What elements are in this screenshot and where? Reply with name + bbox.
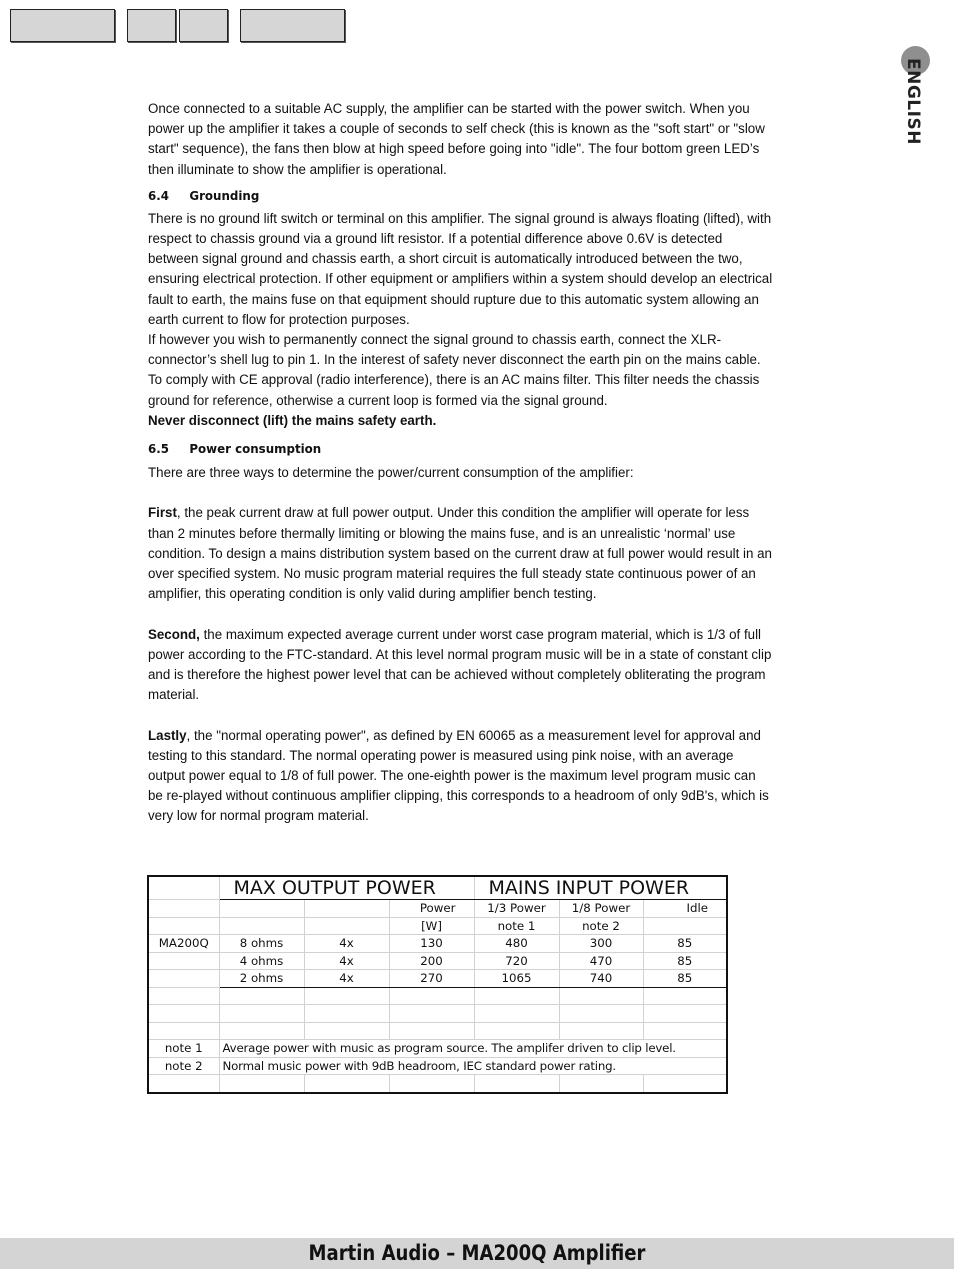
table-cell (219, 900, 304, 918)
load-cell: 4 ohms (219, 952, 304, 970)
table-cell (559, 987, 643, 1005)
model-cell: MA200Q (148, 935, 219, 953)
lastly-text: , the "normal operating power", as defined by EN 60065 as a measurement level for approval and testing to this standard. The normal operating power is measured using pink noise, with an average output power equal to 1/8 of full power. The one-eighth power is the maximum level program music can be re-played without continuous amplifier clipping, this corresponds to a headroom of only 9dB's, which is very low for normal program material. (148, 727, 769, 825)
table-cell (219, 1075, 304, 1093)
second-text: the maximum expected average current under worst case program material, which is 1/3 of full power according to the FTC-standard. At this level normal program music will be in a state of constant clip and is therefore the highest power level that can be achieved without completely obliterating the program material. (148, 626, 772, 704)
table-cell (148, 876, 219, 900)
power-cell: 270 (389, 970, 474, 988)
idle-cell: 85 (643, 935, 727, 953)
table-cell (304, 917, 389, 935)
table-cell (304, 1022, 389, 1040)
second-lead: Second, (148, 626, 200, 643)
table-row (148, 900, 727, 918)
table-cell (643, 917, 727, 935)
column-note-third-power: note 1 (474, 917, 559, 935)
power-spec-table (147, 875, 728, 1094)
eighth-power-cell: 470 (559, 952, 643, 970)
channels-cell: 4x (304, 935, 389, 953)
table-row (148, 1040, 727, 1058)
channels-cell: 4x (304, 970, 389, 988)
table-cell (304, 987, 389, 1005)
grounding-warning: Never disconnect (lift) the mains safety earth. (148, 412, 437, 429)
third-power-cell: 720 (474, 952, 559, 970)
table-cell (559, 1022, 643, 1040)
table-cell (474, 1075, 559, 1093)
table-cell (559, 1075, 643, 1093)
note-text: Normal music power with 9dB headroom, IEC standard power rating. (219, 1057, 727, 1075)
table-row (148, 917, 727, 935)
table-cell (304, 1005, 389, 1023)
table-cell (474, 1005, 559, 1023)
third-power-cell: 1065 (474, 970, 559, 988)
table-cell (148, 917, 219, 935)
table-cell (219, 917, 304, 935)
mains-input-header: MAINS INPUT POWER (474, 876, 727, 900)
table-cell (148, 1075, 219, 1093)
table-cell (219, 1022, 304, 1040)
table-row (148, 876, 727, 900)
table-row (148, 970, 727, 988)
section-heading-grounding (148, 188, 773, 204)
table-cell (148, 970, 219, 988)
table-cell (148, 1005, 219, 1023)
table-row (148, 1075, 727, 1093)
table-cell (148, 900, 219, 918)
table-cell (389, 1005, 474, 1023)
section-heading-power-consumption (148, 441, 773, 457)
nav-tab-4[interactable] (240, 9, 345, 42)
column-header-third-power: 1/3 Power (474, 900, 559, 918)
grounding-paragraph-2: If however you wish to permanently connect the signal ground to chassis earth, connect the XLR-connector’s shell lug to pin 1. In the interest of safety never disconnect the earth pin on the mains cable. (148, 332, 761, 369)
table-row (148, 952, 727, 970)
power-cell: 200 (389, 952, 474, 970)
page-footer (0, 1238, 954, 1269)
note-label: note 1 (148, 1040, 219, 1058)
table-row (148, 935, 727, 953)
channels-cell: 4x (304, 952, 389, 970)
table-cell (643, 987, 727, 1005)
section-title: Power consumption (189, 441, 322, 457)
table-cell (148, 1022, 219, 1040)
grounding-paragraph-3: To comply with CE approval (radio interference), there is an AC mains filter. This filter needs the chassis ground for reference, otherwise a current loop is formed via the signal ground. (148, 372, 760, 409)
table-cell (474, 1022, 559, 1040)
first-lead: First (148, 505, 177, 522)
idle-cell: 85 (643, 952, 727, 970)
eighth-power-cell: 740 (559, 970, 643, 988)
note-text: Average power with music as program source. The amplifer driven to clip level. (219, 1040, 727, 1058)
nav-tab-2[interactable] (127, 9, 176, 42)
nav-tab-1[interactable] (10, 9, 115, 42)
table-cell (643, 1075, 727, 1093)
third-power-cell: 480 (474, 935, 559, 953)
power-lastly-paragraph (148, 726, 773, 827)
table-cell (643, 1005, 727, 1023)
power-cell: 130 (389, 935, 474, 953)
nav-tab-3[interactable] (179, 9, 228, 42)
table-cell (148, 987, 219, 1005)
table-cell (148, 952, 219, 970)
table-cell (219, 1005, 304, 1023)
table-cell (219, 987, 304, 1005)
intro-paragraph: Once connected to a suitable AC supply, the amplifier can be started with the power switch. When you power up the amplifier it takes a couple of seconds to self check (this is known as the "soft start" or "slow start" sequence), the fans then blow at high speed before going into "idle". The four bottom green LED’s then illuminate to show the amplifier is operational. (148, 101, 765, 178)
table-row (148, 1005, 727, 1023)
column-header-eighth-power: 1/8 Power (559, 900, 643, 918)
power-second-paragraph (148, 625, 773, 706)
table-cell (304, 1075, 389, 1093)
table-cell (389, 1075, 474, 1093)
max-output-header: MAX OUTPUT POWER (219, 876, 474, 900)
section-number: 6.5 (148, 441, 169, 457)
load-cell: 2 ohms (219, 970, 304, 988)
power-intro-paragraph: There are three ways to determine the power/current consumption of the amplifier: (148, 465, 634, 482)
table-row (148, 987, 727, 1005)
table-cell (559, 1005, 643, 1023)
idle-cell: 85 (643, 970, 727, 988)
first-text: , the peak current draw at full power output. Under this condition the amplifier will operate for less than 2 minutes before thermally limiting or blowing the mains fuse, and is an unrealistic ‘normal’ use condition. To design a mains distribution system based on the current draw at full power would result in an over specified system. No music program material requires the full steady state continuous power of an amplifier, this operating condition is only valid during amplifier bench testing. (148, 505, 772, 603)
table-cell (474, 987, 559, 1005)
table-cell (389, 1022, 474, 1040)
note-label: note 2 (148, 1057, 219, 1075)
section-number: 6.4 (148, 187, 169, 203)
table-cell (643, 1022, 727, 1040)
eighth-power-cell: 300 (559, 935, 643, 953)
lastly-lead: Lastly (148, 727, 187, 744)
column-header-idle: Idle (643, 900, 727, 918)
grounding-paragraph-1: There is no ground lift switch or terminal on this amplifier. The signal ground is always floating (lifted), with respect to chassis ground via a ground lift resistor. If a potential difference above 0.6V is detected between signal ground and chassis earth, a short circuit is automatically introduced between the two, ensuring electrical protection. If other equipment or amplifiers within a system should develop an electrical fault to earth, the mains fuse on that equipment should rupture due to this automatic system allowing an earth current to flow for protection purposes. (148, 210, 773, 328)
page-content (148, 99, 773, 827)
section-title: Grounding (189, 187, 260, 203)
language-tab-label: ENGLISH (903, 58, 923, 145)
language-tab (900, 46, 930, 150)
table-cell (389, 987, 474, 1005)
load-cell: 8 ohms (219, 935, 304, 953)
table-row (148, 1022, 727, 1040)
footer-title: Martin Audio – MA200Q Amplifier (308, 1241, 646, 1265)
column-unit-power: [W] (389, 917, 474, 935)
column-note-eighth-power: note 2 (559, 917, 643, 935)
table-row (148, 1057, 727, 1075)
power-first-paragraph (148, 503, 773, 604)
table-cell (304, 900, 389, 918)
column-header-power: Power (389, 900, 474, 918)
